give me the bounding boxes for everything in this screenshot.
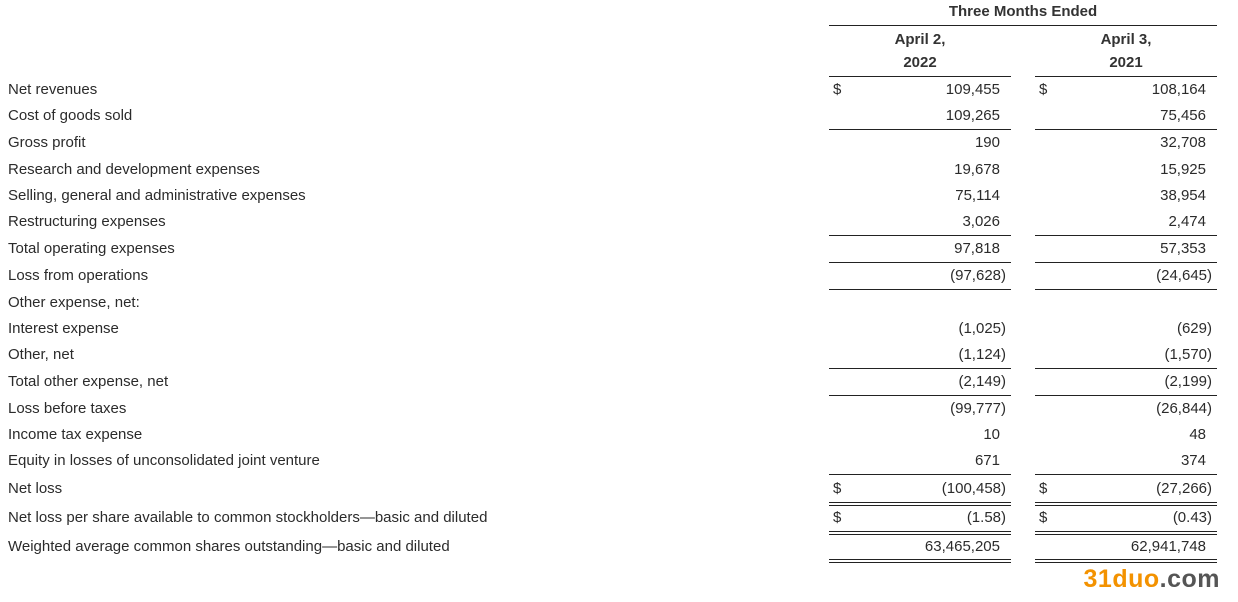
value-2022: (1.58) — [966, 509, 1006, 526]
value-2021: (629) — [1176, 320, 1212, 337]
subtotal-rule — [1035, 262, 1217, 263]
total-double-rule — [829, 559, 1011, 563]
row-label: Restructuring expenses — [8, 213, 166, 230]
value-2022: 10 — [983, 426, 1000, 443]
column-header-rule-2022 — [829, 76, 1011, 77]
value-2021: (27,266) — [1156, 480, 1212, 497]
subtotal-rule — [1035, 129, 1217, 130]
currency-symbol: $ — [833, 81, 842, 98]
value-2021: 108,164 — [1151, 81, 1206, 98]
value-2021: 62,941,748 — [1130, 538, 1206, 555]
watermark-logo: 31duo.com — [1083, 565, 1220, 593]
value-2022: 97,818 — [954, 240, 1000, 257]
subtotal-rule — [1035, 368, 1217, 369]
total-double-rule — [1035, 559, 1217, 563]
value-2021: 32,708 — [1160, 134, 1206, 151]
value-2021: 75,456 — [1160, 107, 1206, 124]
row-label: Cost of goods sold — [8, 107, 133, 124]
subtotal-rule — [829, 235, 1011, 236]
value-2022: 190 — [974, 134, 1000, 151]
subtotal-rule — [829, 395, 1011, 396]
total-double-rule — [1035, 502, 1217, 506]
currency-symbol: $ — [1039, 81, 1048, 98]
value-2022: (1,124) — [958, 346, 1006, 363]
row-label: Loss from operations — [8, 267, 149, 284]
row-label: Loss before taxes — [8, 400, 127, 417]
value-2021: 38,954 — [1160, 187, 1206, 204]
subtotal-rule — [829, 289, 1011, 290]
row-label: Total operating expenses — [8, 240, 175, 257]
value-2022: (2,149) — [958, 373, 1006, 390]
value-2021: (2,199) — [1164, 373, 1212, 390]
value-2022: (97,628) — [950, 267, 1006, 284]
currency-symbol: $ — [1039, 509, 1048, 526]
column-header-2022-date: April 2, — [894, 31, 946, 48]
row-label: Other expense, net: — [8, 294, 140, 311]
value-2021: 2,474 — [1168, 213, 1206, 230]
value-2022: (1,025) — [958, 320, 1006, 337]
value-2022: 671 — [974, 452, 1000, 469]
subtotal-rule — [1035, 474, 1217, 475]
subtotal-rule — [829, 262, 1011, 263]
value-2022: (99,777) — [950, 400, 1006, 417]
column-group-header: Three Months Ended — [948, 3, 1098, 20]
value-2022: 109,455 — [945, 81, 1000, 98]
total-double-rule — [829, 531, 1011, 535]
row-label: Net loss — [8, 480, 63, 497]
value-2021: 374 — [1180, 452, 1206, 469]
value-2021: 57,353 — [1160, 240, 1206, 257]
value-2022: 109,265 — [945, 107, 1000, 124]
value-2021: 48 — [1189, 426, 1206, 443]
row-label: Weighted average common shares outstanding—basic and diluted — [8, 538, 450, 555]
column-header-2021-date: April 3, — [1100, 31, 1152, 48]
row-label: Total other expense, net — [8, 373, 169, 390]
row-label: Interest expense — [8, 320, 119, 337]
value-2022: 63,465,205 — [924, 538, 1000, 555]
subtotal-rule — [829, 129, 1011, 130]
total-double-rule — [829, 502, 1011, 506]
subtotal-rule — [829, 474, 1011, 475]
row-label: Gross profit — [8, 134, 86, 151]
value-2021: (0.43) — [1172, 509, 1212, 526]
value-2022: 75,114 — [955, 187, 1000, 204]
header-rule — [829, 25, 1217, 26]
column-header-2022-year: 2022 — [903, 54, 937, 71]
subtotal-rule — [1035, 289, 1217, 290]
value-2022: 19,678 — [954, 161, 1000, 178]
value-2021: (26,844) — [1156, 400, 1212, 417]
row-label: Net revenues — [8, 81, 98, 98]
row-label: Research and development expenses — [8, 161, 260, 178]
value-2021: 15,925 — [1160, 161, 1206, 178]
row-label: Net loss per share available to common stockholders—basic and diluted — [8, 509, 488, 526]
currency-symbol: $ — [833, 480, 842, 497]
row-label: Income tax expense — [8, 426, 143, 443]
column-header-2021-year: 2021 — [1109, 54, 1143, 71]
value-2021: (24,645) — [1156, 267, 1212, 284]
subtotal-rule — [1035, 235, 1217, 236]
value-2022: (100,458) — [941, 480, 1006, 497]
column-header-rule-2021 — [1035, 76, 1217, 77]
row-label: Other, net — [8, 346, 74, 363]
value-2021: (1,570) — [1164, 346, 1212, 363]
total-double-rule — [1035, 531, 1217, 535]
currency-symbol: $ — [1039, 480, 1048, 497]
row-label: Equity in losses of unconsolidated joint venture — [8, 452, 320, 469]
currency-symbol: $ — [833, 509, 842, 526]
subtotal-rule — [1035, 395, 1217, 396]
subtotal-rule — [829, 368, 1011, 369]
value-2022: 3,026 — [962, 213, 1000, 230]
row-label: Selling, general and administrative expenses — [8, 187, 306, 204]
